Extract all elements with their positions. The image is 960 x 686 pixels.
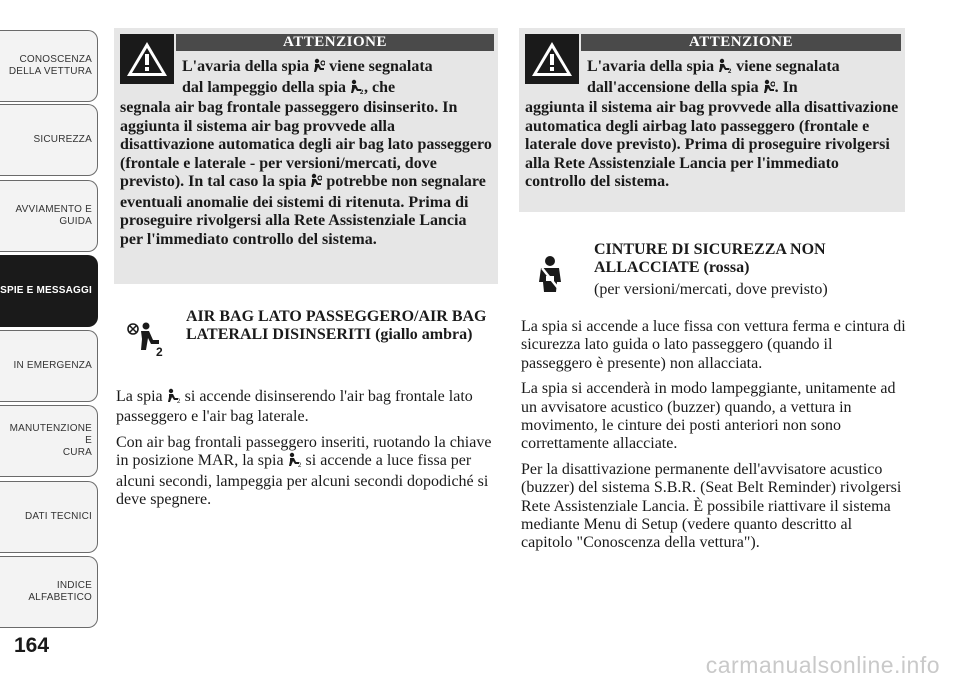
text-run: aggiunta il sistema air bag provvede alla disattivazione automatica degli airbag lato passeggero (frontale e laterale dove previsto). Prima di proseguire rivolgersi alla Rete Assistenziale Lancia per l'immediato controllo del sistema. [525, 99, 899, 190]
svg-text:2: 2 [176, 399, 180, 403]
tab-label: MANUTENZIONE E CURA [9, 423, 92, 458]
passenger-airbag-off-icon [718, 58, 732, 79]
tab-spie-messaggi[interactable] [0, 255, 98, 327]
text-run: La spia [116, 388, 167, 405]
svg-text:2: 2 [297, 463, 301, 468]
text-run: . In [774, 78, 798, 96]
text-run: dal lampeggio della spia [182, 78, 351, 96]
text-run: Con air bag frontali passeggero inseriti, ruotando la chiave in posizione MAR, la spia [116, 433, 492, 470]
tab-label: IN EMERGENZA [13, 360, 92, 371]
svg-text:2: 2 [360, 89, 364, 94]
tab-label: DATI TECNICI [24, 511, 92, 522]
section-subtitle: (per versioni/mercati, dove previsto) [594, 281, 828, 298]
page-number: 164 [14, 634, 50, 657]
svg-text:2: 2 [156, 345, 163, 359]
airbag-section-body [116, 388, 496, 516]
chapter-tab-bar [0, 0, 104, 640]
tab-avviamento-guida[interactable] [0, 180, 98, 252]
text-run: viene segnalata [732, 58, 840, 75]
tab-label: INDICE ALFABETICO [28, 580, 92, 603]
seatbelt-warning-icon [522, 246, 578, 306]
warning-triangle-icon [120, 34, 174, 84]
text-run: si accende disinserendo l'air bag frontale lato passeggero e l'air bag laterale. [116, 388, 473, 426]
tab-label: SPIE E MESSAGGI [0, 285, 92, 296]
section-title-seatbelt: CINTURE DI SICUREZZA NON ALLACCIATE (rossa) [594, 241, 826, 276]
warning-box-right [519, 28, 905, 212]
airbag-warning-icon [310, 173, 322, 194]
warning-text [525, 58, 899, 192]
tab-label: CONOSCENZA DELLA VETTURA [8, 54, 92, 77]
tab-label: SICUREZZA [33, 134, 92, 145]
passenger-airbag-off-icon [167, 388, 181, 408]
svg-text:2: 2 [728, 69, 732, 73]
tab-in-emergenza[interactable] [0, 330, 98, 402]
paragraph [116, 388, 496, 427]
text-run: dall'accensione della spia [587, 78, 763, 96]
tab-label: AVVIAMENTO E GUIDA [15, 204, 92, 227]
section-title-airbag: AIR BAG LATO PASSEGGERO/AIR BAG LATERALI DISINSERITI (giallo ambra) [186, 308, 487, 343]
text-run: L'avaria della spia [587, 58, 719, 75]
text-run: L'avaria della spia [182, 58, 314, 75]
text-run: segnala air bag frontale passeggero disinserito. In aggiunta il sistema air bag provvede alla disattivazione automatica degli air bag lato passeggero (frontale e laterale - per versioni/mercati, dove previsto). In tal caso la spia [120, 99, 492, 190]
warning-heading: ATTENZIONE [176, 34, 494, 51]
warning-text [120, 58, 492, 249]
tab-dati-tecnici[interactable] [0, 481, 98, 553]
text-run: si accende a luce fissa per alcuni secondi, lampeggia per alcuni secondi dopodiché si deve spegnere. [116, 452, 489, 509]
warning-triangle-icon [525, 34, 579, 84]
text-run: viene segnalata [325, 58, 433, 75]
paragraph: La spia si accenderà in modo lampeggiante, unitamente ad un avvisatore acustico (buzzer) quando, a vettura in movimento, le cinture dei posti anteriori non sono correttamente allacciate. [521, 380, 896, 453]
airbag-warning-icon [763, 79, 775, 100]
warning-heading: ATTENZIONE [581, 34, 901, 51]
passenger-airbag-off-icon [120, 312, 170, 366]
warning-box-left [114, 28, 498, 284]
text-run: potrebbe non segnalare eventuali anomalie dei sistemi di ritenuta. Prima di proseguire rivolgersi alla Rete Assistenziale Lancia per l'immediato controllo del sistema. [120, 173, 486, 248]
seatbelt-section-body [521, 318, 907, 560]
paragraph: La spia si accende a luce fissa con vettura ferma e cintura di sicurezza lato guida o lato passeggero (quando il passeggero è presente) non allacciata. [521, 318, 906, 372]
paragraph: Per la disattivazione permanente dell'avvisatore acustico (buzzer) del sistema S.B.R. (Seat Belt Reminder) rivolgersi Rete Assistenziale Lancia. È possibile riattivare il sistema mediante Menu di Setup (vedere quanto descritto al capitolo "Conoscenza della vettura"). [521, 460, 902, 552]
paragraph [116, 434, 496, 510]
watermark: carmanualsonline.info [705, 652, 940, 678]
text-run: , che [364, 78, 396, 96]
passenger-airbag-off-icon [350, 79, 364, 100]
tab-manutenzione-cura[interactable] [0, 405, 98, 477]
airbag-warning-icon [313, 58, 325, 79]
tab-conoscenza-vettura[interactable] [0, 30, 98, 102]
tab-sicurezza[interactable] [0, 104, 98, 176]
tab-indice-alfabetico[interactable] [0, 556, 98, 628]
passenger-airbag-off-icon [288, 452, 302, 472]
